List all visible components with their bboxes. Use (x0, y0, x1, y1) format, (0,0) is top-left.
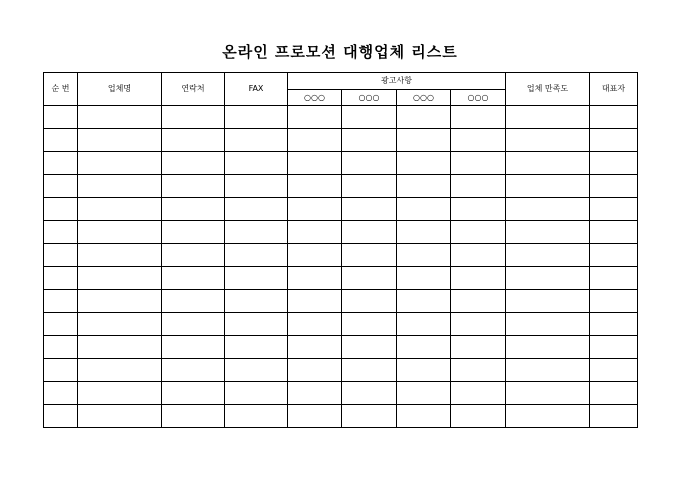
table-cell[interactable] (44, 382, 78, 405)
table-cell[interactable] (44, 359, 78, 382)
table-cell[interactable] (451, 152, 506, 175)
table-row (44, 267, 638, 290)
table-cell[interactable] (506, 244, 590, 267)
table-cell[interactable] (162, 382, 225, 405)
table-cell[interactable] (44, 106, 78, 129)
table-cell[interactable] (342, 382, 397, 405)
table-cell[interactable] (78, 198, 162, 221)
table-cell[interactable] (44, 336, 78, 359)
table-row (44, 129, 638, 152)
table-row (44, 382, 638, 405)
table-cell[interactable] (342, 359, 397, 382)
table-cell[interactable] (162, 313, 225, 336)
table-cell[interactable] (397, 152, 451, 175)
table-cell[interactable] (78, 359, 162, 382)
table-cell[interactable] (342, 152, 397, 175)
table-cell[interactable] (44, 152, 78, 175)
table-cell[interactable] (451, 382, 506, 405)
table-cell[interactable] (162, 244, 225, 267)
table-row (44, 405, 638, 428)
table-cell[interactable] (162, 359, 225, 382)
table-cell[interactable] (451, 359, 506, 382)
table-cell[interactable] (506, 221, 590, 244)
header-ad-sub-4: ○○○ (451, 90, 506, 106)
table-cell[interactable] (44, 267, 78, 290)
table-cell[interactable] (397, 129, 451, 152)
table-cell[interactable] (590, 244, 638, 267)
table-cell[interactable] (162, 267, 225, 290)
table-cell[interactable] (451, 129, 506, 152)
header-company: 업체명 (78, 73, 162, 106)
vendor-list-table (43, 72, 638, 428)
table-cell[interactable] (506, 382, 590, 405)
table-cell[interactable] (397, 313, 451, 336)
table-cell[interactable] (506, 175, 590, 198)
table-cell[interactable] (342, 290, 397, 313)
table-cell[interactable] (590, 313, 638, 336)
table-cell[interactable] (590, 106, 638, 129)
table-cell[interactable] (590, 152, 638, 175)
table-cell[interactable] (342, 267, 397, 290)
table-cell[interactable] (451, 221, 506, 244)
table-cell[interactable] (590, 290, 638, 313)
table-cell[interactable] (506, 290, 590, 313)
table-cell[interactable] (225, 405, 288, 428)
table-cell[interactable] (590, 405, 638, 428)
table-cell[interactable] (590, 221, 638, 244)
table-cell[interactable] (44, 290, 78, 313)
table-cell[interactable] (506, 405, 590, 428)
header-ad-sub-1: ○○○ (288, 90, 342, 106)
table-cell[interactable] (44, 221, 78, 244)
table-cell[interactable] (506, 336, 590, 359)
table-cell[interactable] (162, 336, 225, 359)
table-cell[interactable] (78, 106, 162, 129)
table-cell[interactable] (342, 129, 397, 152)
table-cell[interactable] (225, 198, 288, 221)
table-cell[interactable] (44, 313, 78, 336)
table-cell[interactable] (225, 313, 288, 336)
table-cell[interactable] (225, 106, 288, 129)
table-cell[interactable] (288, 106, 342, 129)
table-cell[interactable] (162, 152, 225, 175)
table-cell[interactable] (590, 359, 638, 382)
table-cell[interactable] (162, 405, 225, 428)
table-cell[interactable] (288, 267, 342, 290)
table-cell[interactable] (288, 359, 342, 382)
table-cell[interactable] (590, 336, 638, 359)
table-cell[interactable] (590, 129, 638, 152)
table-cell[interactable] (78, 129, 162, 152)
document-title: 온라인 프로모션 대행업체 리스트 (222, 43, 458, 61)
table-row (44, 244, 638, 267)
table-cell[interactable] (225, 175, 288, 198)
table-cell[interactable] (342, 198, 397, 221)
table-row (44, 336, 638, 359)
table-row (44, 175, 638, 198)
table-row (44, 313, 638, 336)
header-fax: FAX (225, 73, 288, 106)
table-cell[interactable] (590, 175, 638, 198)
table-cell[interactable] (162, 198, 225, 221)
header-contact: 연락처 (162, 73, 225, 106)
table-cell[interactable] (78, 267, 162, 290)
table-cell[interactable] (506, 359, 590, 382)
table-cell[interactable] (78, 221, 162, 244)
table-cell[interactable] (451, 290, 506, 313)
table-cell[interactable] (162, 106, 225, 129)
table-cell[interactable] (397, 336, 451, 359)
table-cell[interactable] (288, 290, 342, 313)
table-cell[interactable] (225, 152, 288, 175)
table-cell[interactable] (78, 152, 162, 175)
table-cell[interactable] (225, 267, 288, 290)
header-number: 순 번 (44, 73, 78, 106)
table-row (44, 152, 638, 175)
table-cell[interactable] (288, 313, 342, 336)
table-cell[interactable] (162, 129, 225, 152)
table-cell[interactable] (78, 382, 162, 405)
table-cell[interactable] (397, 405, 451, 428)
table-cell[interactable] (397, 106, 451, 129)
table-cell[interactable] (342, 106, 397, 129)
table-row (44, 221, 638, 244)
table-row (44, 106, 638, 129)
table-cell[interactable] (44, 129, 78, 152)
table-cell[interactable] (590, 198, 638, 221)
table-cell[interactable] (451, 267, 506, 290)
table-cell[interactable] (78, 175, 162, 198)
table-cell[interactable] (78, 244, 162, 267)
header-satisfaction: 업체 만족도 (506, 73, 590, 106)
table-body (44, 106, 638, 428)
table-cell[interactable] (397, 221, 451, 244)
table-cell[interactable] (44, 405, 78, 428)
table-cell[interactable] (288, 405, 342, 428)
table-cell[interactable] (397, 290, 451, 313)
table-cell[interactable] (590, 382, 638, 405)
table-cell[interactable] (397, 175, 451, 198)
table-cell[interactable] (225, 244, 288, 267)
table-cell[interactable] (225, 336, 288, 359)
table-cell[interactable] (342, 313, 397, 336)
table-cell[interactable] (225, 221, 288, 244)
table-cell[interactable] (397, 198, 451, 221)
table-cell[interactable] (288, 152, 342, 175)
table-row (44, 198, 638, 221)
table-cell[interactable] (397, 267, 451, 290)
table-cell[interactable] (225, 129, 288, 152)
table-cell[interactable] (288, 244, 342, 267)
table-row (44, 290, 638, 313)
table-cell[interactable] (162, 175, 225, 198)
table-cell[interactable] (342, 405, 397, 428)
table-cell[interactable] (342, 336, 397, 359)
table-cell[interactable] (288, 175, 342, 198)
table-cell[interactable] (225, 382, 288, 405)
table-cell[interactable] (342, 244, 397, 267)
header-ad-sub-2: ○○○ (342, 90, 397, 106)
table-cell[interactable] (288, 382, 342, 405)
table-cell[interactable] (451, 405, 506, 428)
table-cell[interactable] (451, 313, 506, 336)
table-cell[interactable] (162, 290, 225, 313)
table-cell[interactable] (506, 198, 590, 221)
table-cell[interactable] (342, 175, 397, 198)
table-cell[interactable] (162, 221, 225, 244)
table-cell[interactable] (288, 198, 342, 221)
header-ceo: 대표자 (590, 73, 638, 106)
table-cell[interactable] (44, 244, 78, 267)
table-cell[interactable] (225, 290, 288, 313)
table-cell[interactable] (288, 336, 342, 359)
table-cell[interactable] (590, 267, 638, 290)
table-cell[interactable] (397, 244, 451, 267)
table-cell[interactable] (506, 129, 590, 152)
table-cell[interactable] (451, 198, 506, 221)
table-cell[interactable] (78, 290, 162, 313)
table-cell[interactable] (44, 175, 78, 198)
table-cell[interactable] (451, 336, 506, 359)
table-row (44, 359, 638, 382)
table-cell[interactable] (397, 359, 451, 382)
header-ad-group: 광고사항 (288, 73, 506, 90)
table-cell[interactable] (451, 244, 506, 267)
table-cell[interactable] (78, 405, 162, 428)
table-cell[interactable] (225, 359, 288, 382)
table-cell[interactable] (78, 336, 162, 359)
table-cell[interactable] (288, 129, 342, 152)
table-cell[interactable] (78, 313, 162, 336)
table-cell[interactable] (397, 382, 451, 405)
table-cell[interactable] (451, 175, 506, 198)
table-cell[interactable] (451, 106, 506, 129)
table-cell[interactable] (44, 198, 78, 221)
table-cell[interactable] (342, 221, 397, 244)
table-cell[interactable] (506, 106, 590, 129)
table-cell[interactable] (506, 267, 590, 290)
table-cell[interactable] (288, 221, 342, 244)
header-ad-sub-3: ○○○ (397, 90, 451, 106)
table-cell[interactable] (506, 313, 590, 336)
table-cell[interactable] (506, 152, 590, 175)
